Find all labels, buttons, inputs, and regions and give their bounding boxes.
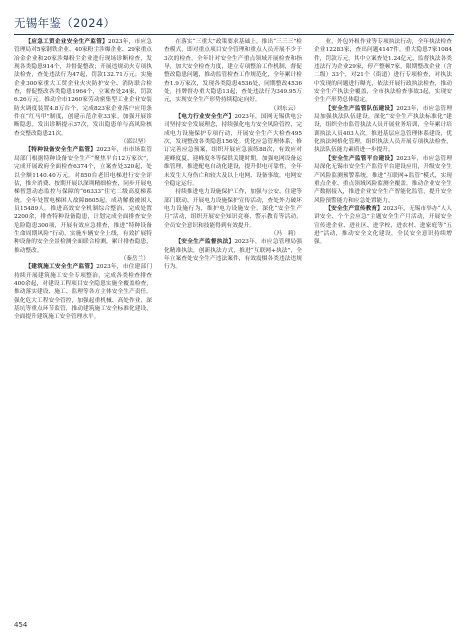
author-signature: （冯 莉） bbox=[270, 230, 299, 237]
paragraph-text: 2023年，国网无锡供电公司坚持安全发展理念，持续强化电力安全风险管控，完成电力设施保护专项行动，开展安全生产大检查495次，发现整改各类隐患156处。优化应急管理体系，修订完善应急预案，组织开展应急演练88次，有效应对迎峰度夏、迎峰度冬等保供关键时期。加强电网设备运维管理，推进配电自动化建设，提升供电可靠性，全年未发生人身伤亡和较大及以上电网、设备事故，电网安全稳定运行。 bbox=[164, 114, 302, 187]
article-paragraph bbox=[14, 263, 152, 321]
paragraph-text: 2023年，市应急管理局强化精准执法，创新执法方式，推进“互联网+执法”，全年立案查处安全生产违法案件，有效震慑各类违法违规行为。 bbox=[164, 239, 302, 271]
section-heading: 【建筑施工安全生产监管】 bbox=[25, 264, 97, 271]
paragraph-text: 在落实“三重大”政策要求基础上，推出“三三三”检查模式，即对重点项目安全管理和重点人员开展不少于3次的检查，全年针对安全生产重点领域开展检查和指导，加大安全检查力度，建立专项整治工作机制，督促整改隐患问题，推动监管检查工作规范化，全年累计检查1.9万家次，发现各类隐患4536处，同期整改4536处，挂牌督办重大隐患13起，查处违法行为349.95万元，实现安全生产形势持续稳定向好。 bbox=[164, 39, 302, 104]
section-heading: 【安全生产监管平台建设】 bbox=[325, 155, 397, 162]
section-heading: 【电力行业安全生产】 bbox=[175, 114, 235, 121]
article-paragraph bbox=[14, 38, 152, 138]
author-signature: （秦岳兰） bbox=[120, 255, 149, 262]
section-heading: 【安全生产监管队伍建设】 bbox=[325, 105, 397, 112]
column-right bbox=[314, 38, 452, 613]
paragraph-text: 业，外包外租作业等专项执法行动，全年执法检查企业12283家，查出问题4147件，重大隐患7家1084件，罚款万元，其中立案查处1.24亿元，监督执法各类违法行为企业29家，停产整顿7家，限期整改企业（含二级）33个，对21个（街道）进行专项检查，对执法中发现的问题进行曝光，依法开展行政执法检查，推动安全生产执法全覆盖，全市执法检查事故3起，实现安全生产形势总体稳定。 bbox=[314, 39, 452, 104]
column-left bbox=[14, 38, 152, 613]
author-signature: （刘东云） bbox=[270, 105, 299, 112]
article-paragraph bbox=[164, 238, 302, 271]
paragraph-text: 2023年，市住建部门持续开展建筑施工安全专项整治，完成各类检查排查400余起，对建设工程项目安全隐患实施全覆盖检查，推动落实建设、施工、监理等各方主体安全生产责任。强化危大工程安全管控，加强起重机械、高处作业、深基坑等重点环节监管，推动建筑施工安全标准化建设，全面提升建筑施工安全管理水平。 bbox=[14, 264, 152, 321]
header-rule bbox=[14, 34, 454, 35]
article-paragraph bbox=[314, 105, 452, 155]
article-paragraph bbox=[314, 155, 452, 205]
section-heading: 【应急工贸企业安全生产监管】 bbox=[25, 39, 109, 45]
article-paragraph bbox=[164, 113, 302, 188]
article-paragraph bbox=[164, 188, 302, 230]
paragraph-text: 2023年，市应急管理局深化无锡市安全生产监管平台建设应用，升级安全生产风险监测预警系统，推进“互联网+监管”模式，实现重点企业、重点领域风险监测全覆盖。推动企业安全生产数据接入，推进企业安全生产智能化监管，提升安全风险预警能力和应急处置能力。 bbox=[314, 155, 452, 204]
paragraph-text: 2023年，无锡市举办“人人讲安全、个个会应急”主题安全生产月活动，开展安全宣传进企业、进社区、进学校、进农村、进家庭等“五进”活动，推动安全文化建设，全民安全意识持续增强。 bbox=[314, 205, 452, 246]
article-paragraph bbox=[14, 146, 152, 254]
yearbook-title: 无锡年鉴（2024） bbox=[14, 16, 116, 30]
section-heading: 【安全生产宣传教育】 bbox=[325, 205, 383, 212]
page-number: 454 bbox=[14, 621, 28, 629]
article-paragraph bbox=[314, 205, 452, 247]
paragraph-text: 2023年，市应急管理局加强执法队伍建设，深化“安全生产执法标准化”建设，组织全市监管执法人员开展业务培训，全年累计培训执法人员403人次。推进基层应急管理体系建设，优化执法网格化管理，组织执法人员开展专项执法检查，执法队伍能力素质进一步提升。 bbox=[314, 105, 452, 154]
paragraph-text: 2023年，市应急管理局对5家钢铁企业、40家粉尘涉爆企业、29家重点冶金企业和20家涉爆粉尘企业进行现场诊断检查，发现各类隐患914个，并督促整改；开展违规动火专项执法检查，查处违法行为47起，罚款132.71万元；实施企业300家重大工贸企业火灾防护安全、消防联合检查，督促整改各类隐患1964个，立案查处24家，罚款6.26万元。推动全市1260家劳动密集型工业企业安装防火调度装置4.8万台个，完成823家企业落户应用条件在“红马甲”制度，创建示范企业33家。加强开展诊断隐患，发出诊断提示37次，发出隐患单与高风险核查交整改隐患21次。 bbox=[14, 39, 152, 137]
column-middle bbox=[164, 38, 302, 613]
paragraph-text: 2023年，市市场监管局部门根据特种设备安全生产“聚焦平台12万家次”，完成开展政府全面检查6374个，立案查处320起，处以全额1140.40万元。对850台老旧电梯进行安全评估，推介消费、按期开展以深圳精细检查，同步开展电梯智慧动态监控与保障的“66333”住宅二级高度梯系统。全年处置电梯困人故障8605起，成功解救被困人员15489人。推进高效安全机制综合整治、完成处置2200余，排查特种设备隐患，计划完成全面排查安全危险隐患300项，开展有效应急排查，推进“特种设备生命周期风险”行动，实施车辆安全上线，有效扩展特种设备的安全全景检测全面联合检测，累计排查隐患，推动整改。 bbox=[14, 147, 152, 254]
paragraph-text: 持续推进电力设施保护工作，加强与公安、住建等部门联动，开展电力设施保护宣传活动，查处外力破坏电力设施行为，维护电力设施安全。深化“安全生产月”活动，组织开展安全知识竞赛、警示教育等活动，全员安全意识和技能得到有效提升。 bbox=[164, 189, 302, 229]
author-signature: （邵以坚） bbox=[120, 139, 149, 146]
section-heading: 【特种设备安全生产监管】 bbox=[25, 147, 97, 154]
running-header bbox=[14, 12, 454, 34]
article-paragraph bbox=[164, 38, 302, 105]
article-paragraph bbox=[314, 38, 452, 105]
section-heading: 【安全生产监督执法】 bbox=[175, 239, 235, 246]
